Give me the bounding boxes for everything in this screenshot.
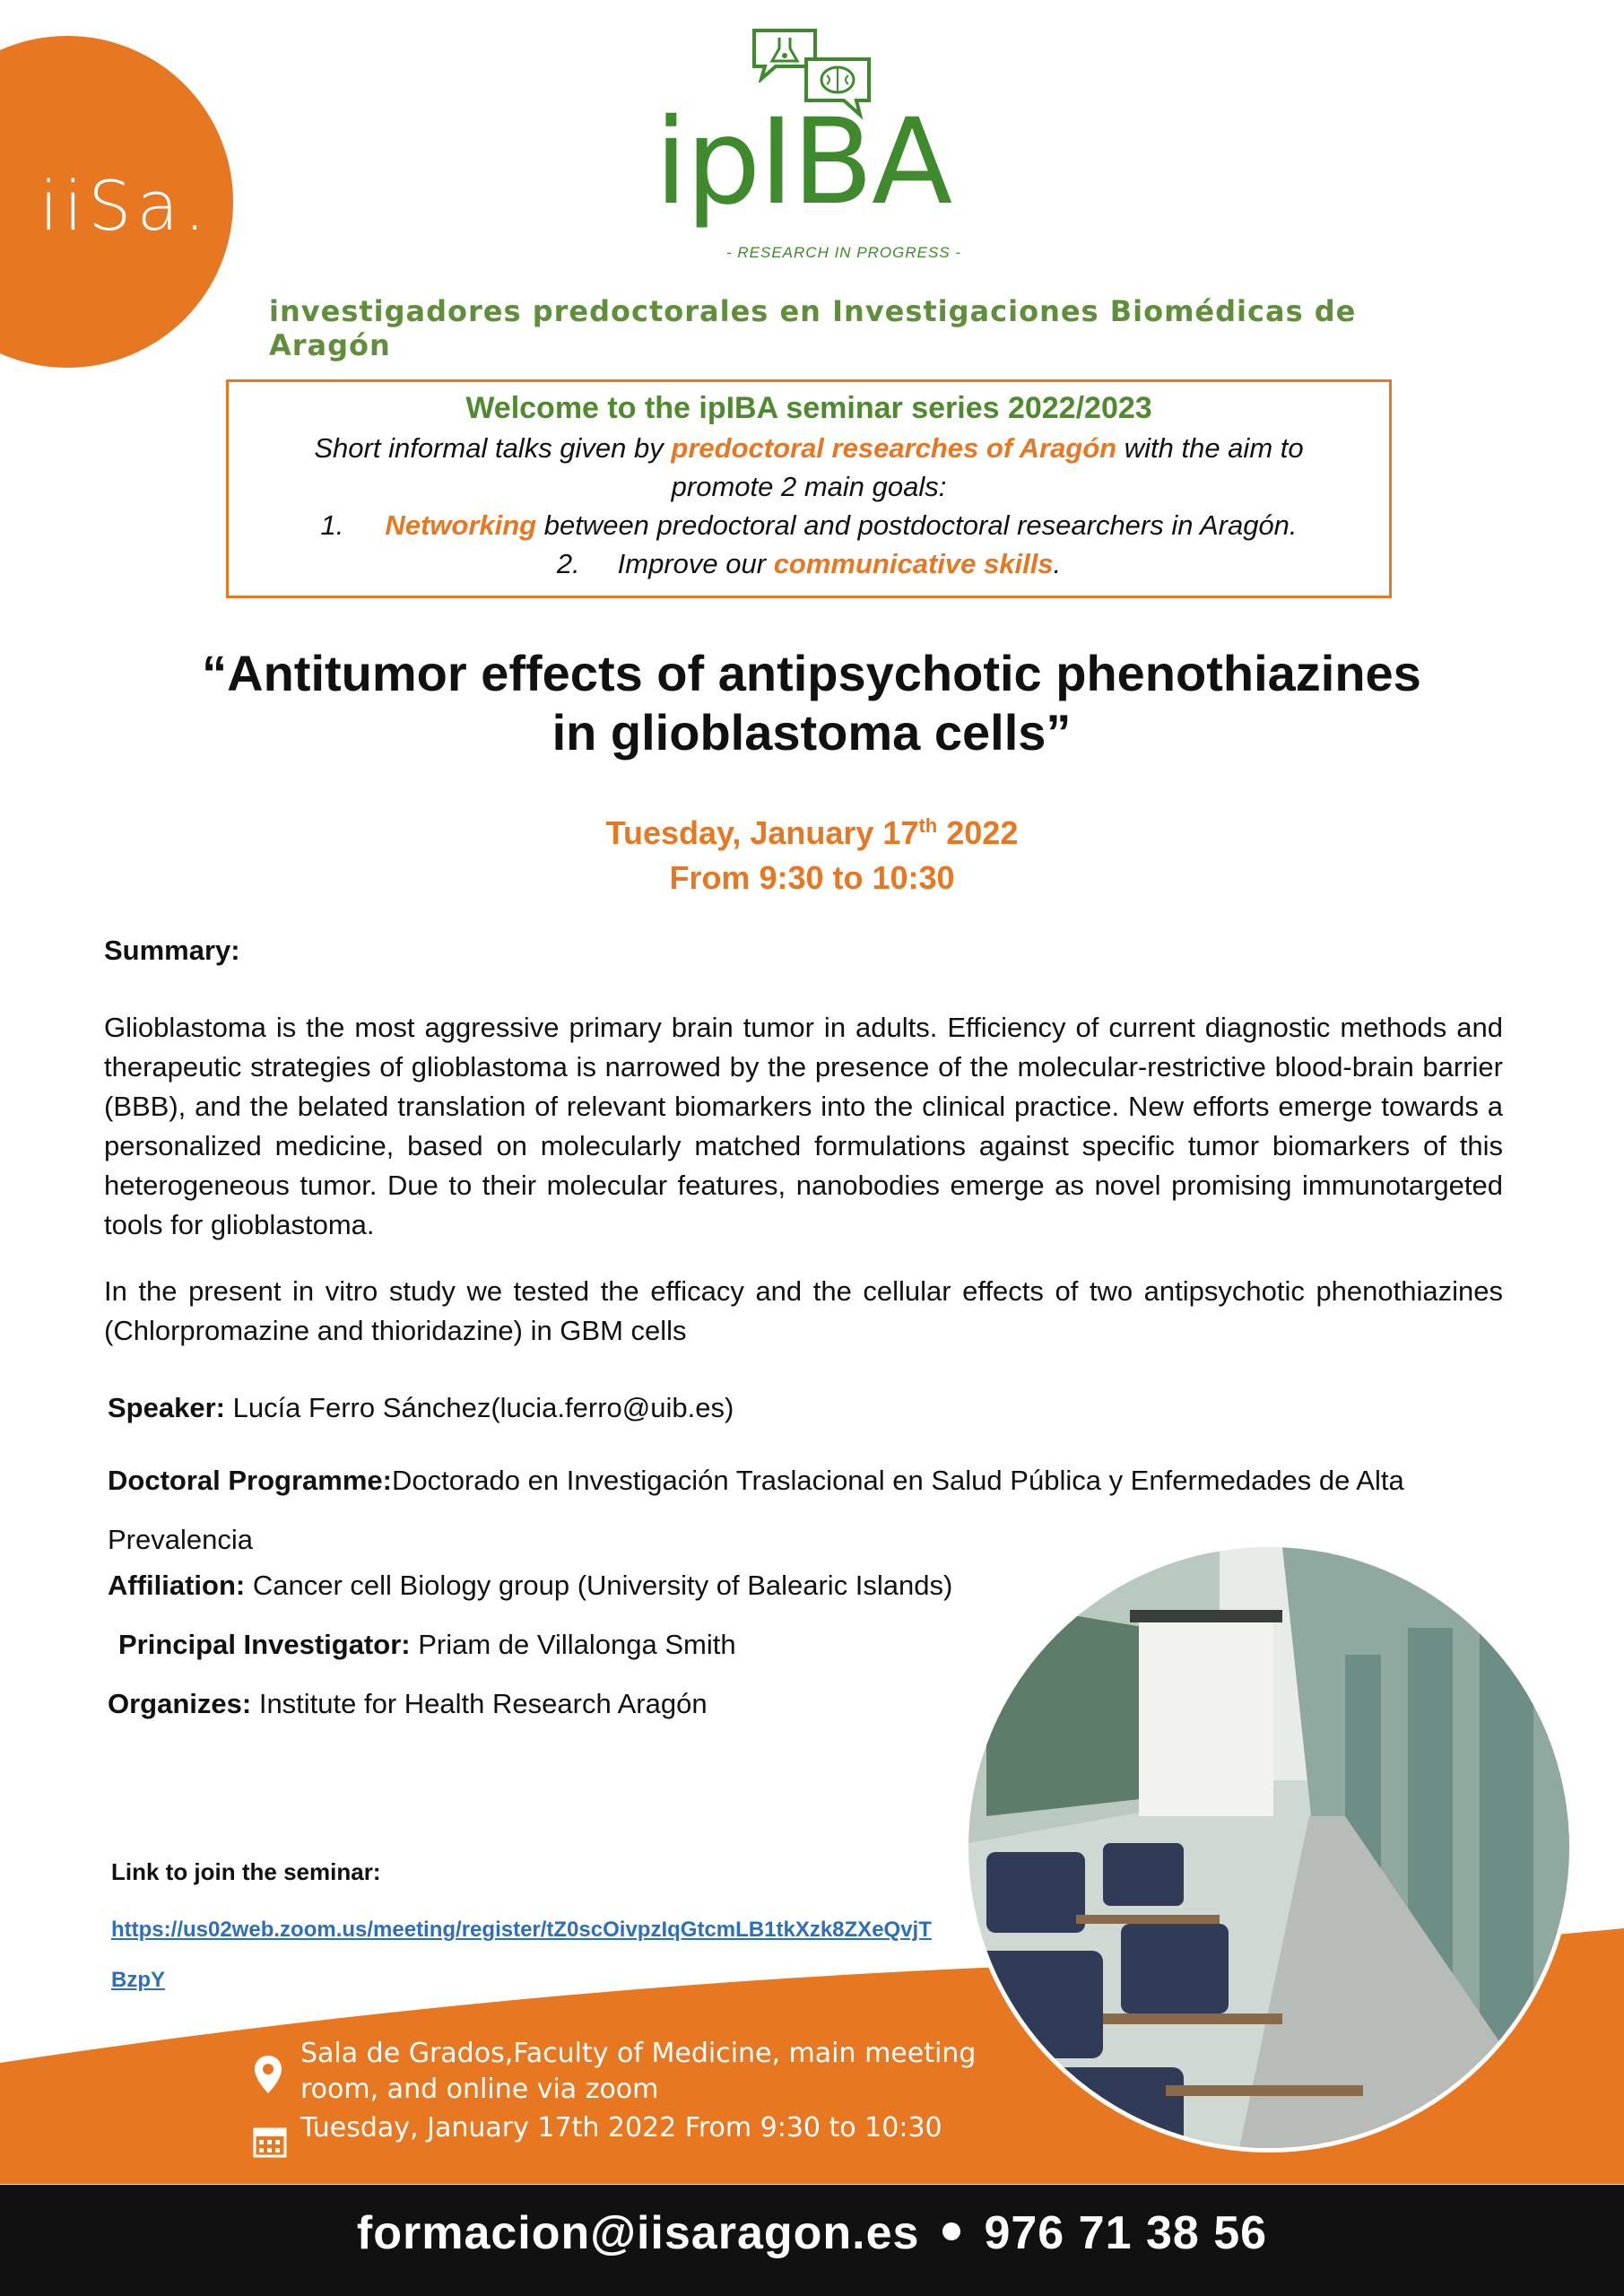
iisa-logo: iiSa. bbox=[39, 166, 212, 246]
summary-paragraph-2: In the present in vitro study we tested the efficacy and the cellular effects of two antipsychotic phenothiazines (Chlorpromazine and thioridazine) in GBM cells bbox=[104, 1275, 1503, 1346]
summary-heading: Summary: bbox=[104, 935, 240, 966]
summary-paragraph-1: Glioblastoma is the most aggressive primary brain tumor in adults. Efficiency of current diagnostic methods and therapeutic strategies of glioblastoma is narrowed by the presence of the molecular-restrictive blood-brain barrier (BBB), and the belated translation of relevant biomarkers into the clinical practice. New efforts emerge towards a personalized medicine, based on molecularly matched formulations against specific tumor biomarkers of this heterogeneous tumor. Due to their molecular features, nanobodies emerge as novel promising immunotargeted tools for glioblastoma. bbox=[104, 1012, 1503, 1240]
welcome-goals-line: promote 2 main goals: bbox=[671, 471, 947, 502]
organization-subtitle: investigadores predoctorales en Investigaciones Biomédicas de Aragón bbox=[269, 294, 1357, 362]
venue-location: Sala de Grados,Faculty of Medicine, main meeting room, and online via zoom bbox=[300, 2038, 977, 2105]
footer-email: formacion@iisaragon.es bbox=[356, 2207, 920, 2259]
doctoral-programme-line: Doctoral Programme:Doctorado en Investigación Traslacional en Salud Pública y Enfermedades de Alta Prevalencia bbox=[108, 1465, 1404, 1555]
calendar-icon bbox=[253, 2124, 287, 2158]
bullet-separator bbox=[942, 2222, 960, 2240]
goal-networking: 1. Networking between predoctoral and postdoctoral researchers in Aragón. bbox=[320, 509, 1298, 541]
ipiba-tagline: - RESEARCH IN PROGRESS - bbox=[726, 244, 962, 261]
footer-contact-text bbox=[0, 2206, 1624, 2260]
speaker-line: Speaker: Lucía Ferro Sánchez(lucia.ferro@uib.es) bbox=[108, 1392, 734, 1423]
footer-phone: 976 71 38 56 bbox=[984, 2207, 1268, 2259]
location-pin-icon bbox=[253, 2054, 283, 2095]
ipiba-logo-title: ipIBA bbox=[655, 93, 951, 231]
goal-communication: 2. Improve our communicative skills. bbox=[556, 548, 1062, 579]
talk-date: Tuesday, January 17th 2022 bbox=[605, 814, 1019, 851]
highlight-predoctoral: predoctoral researches of Aragón bbox=[671, 432, 1117, 464]
talk-title: “Antitumor effects of antipsychotic phenothiazines in glioblastoma cells” bbox=[202, 645, 1421, 761]
principal-investigator-line: Principal Investigator: Priam de Villalonga Smith bbox=[118, 1629, 736, 1660]
welcome-intro-line: Short informal talks given by predoctoral researches of Aragón with the aim to bbox=[314, 432, 1304, 464]
classroom-photo bbox=[964, 1543, 1574, 2152]
affiliation-line: Affiliation: Cancer cell Biology group (University of Balearic Islands) bbox=[108, 1570, 953, 1601]
zoom-registration-link[interactable]: https://us02web.zoom.us/meeting/register/tZ0scOivpzIqGtcmLB1tkXzk8ZXeQvjTBzpY bbox=[111, 1918, 932, 1992]
welcome-title: Welcome to the ipIBA seminar series 2022/2023 bbox=[465, 391, 1152, 425]
link-label: Link to join the seminar: bbox=[111, 1858, 381, 1885]
talk-time: From 9:30 to 10:30 bbox=[669, 859, 955, 896]
venue-datetime: Tuesday, January 17th 2022 From 9:30 to 10:30 bbox=[300, 2112, 942, 2144]
organizes-line: Organizes: Institute for Health Research Aragón bbox=[108, 1688, 708, 1719]
